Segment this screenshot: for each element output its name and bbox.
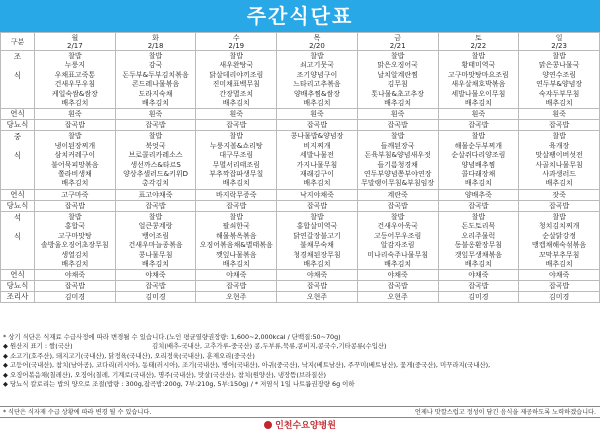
lunch-diabetic-cell: 잡곡밥 bbox=[196, 200, 277, 211]
day-header bbox=[438, 33, 519, 51]
header-row bbox=[1, 33, 600, 51]
dinner-cell bbox=[35, 211, 116, 269]
menu-item: 누룽지 bbox=[64, 61, 85, 70]
cook-cell: 오현주 bbox=[196, 292, 277, 303]
menu-item: 찰밥 bbox=[390, 132, 405, 141]
menu-item: 느타리고추볶음 bbox=[293, 80, 341, 89]
menu-item: 냉이된장찌개 bbox=[54, 141, 96, 150]
menu-item: 오징어볶음채&별태볶음 bbox=[199, 241, 273, 250]
date: 2/18 bbox=[147, 41, 164, 50]
menu-item: 총각김치 bbox=[142, 179, 170, 188]
dinner-soft-cell: 야채죽 bbox=[115, 270, 196, 281]
lunch-diabetic-cell: 잡곡밥 bbox=[438, 200, 519, 211]
lunch-soft-cell: 바지락무증죽 bbox=[196, 189, 277, 200]
menu-item: 배추김치 bbox=[545, 179, 573, 188]
breakfast-cell bbox=[35, 51, 116, 109]
menu-item: 배추김치 bbox=[303, 179, 331, 188]
menu-item: 비지찌개 bbox=[303, 141, 331, 150]
menu-item: 조기양념구이 bbox=[296, 70, 338, 79]
menu-item: 청경채된장무침 bbox=[293, 250, 341, 259]
day-header bbox=[277, 33, 358, 51]
menu-item: 동불옹환장무침 bbox=[454, 241, 503, 250]
dinner-soft-row bbox=[1, 270, 600, 281]
lunch-diabetic-cell: 잡곡밥 bbox=[115, 200, 196, 211]
menu-item: 무멸서리태조림 bbox=[212, 160, 260, 169]
breakfast-soft-cell: 흰죽 bbox=[115, 109, 196, 120]
menu-item: 찰밥 bbox=[68, 132, 82, 141]
menu-item: 김무침 bbox=[387, 80, 408, 89]
lunch-diabetic-cell: 잡곡밥 bbox=[519, 200, 600, 211]
day-header bbox=[196, 33, 277, 51]
breakfast-row bbox=[1, 51, 600, 109]
menu-item: 순살닭강정 bbox=[542, 231, 577, 240]
date: 2/22 bbox=[470, 41, 487, 50]
lunch-label: 중 식 bbox=[1, 131, 35, 189]
menu-item: 진미채표백무침 bbox=[212, 80, 260, 89]
menu-item: 홍합국 bbox=[64, 222, 85, 231]
menu-item: 건새우무우침 bbox=[54, 80, 96, 89]
menu-item: 돈육부침&양념새우젓 bbox=[364, 151, 431, 160]
breakfast-soft-cell: 흰죽 bbox=[357, 109, 438, 120]
dinner-row bbox=[1, 211, 600, 269]
menu-item: 찰밥 bbox=[310, 52, 324, 60]
cook-row bbox=[1, 292, 600, 303]
menu-item: 꼬막부추무침 bbox=[538, 250, 580, 259]
menu-item: 숙쟈두부무침 bbox=[538, 89, 580, 98]
menu-item: 닭연갈장불고기 bbox=[293, 231, 341, 240]
menu-item: 찰밥 bbox=[148, 52, 163, 60]
menu-item: 청치김치찌개 bbox=[538, 222, 580, 231]
date: 2/21 bbox=[389, 41, 406, 50]
menu-item: 팔쇠한국 bbox=[222, 222, 250, 231]
menu-item: 세발나물오이무침 bbox=[451, 89, 506, 98]
lunch-cell bbox=[519, 131, 600, 189]
breakfast-soft-label: 연식 bbox=[1, 109, 35, 120]
dinner-cell bbox=[357, 211, 438, 269]
menu-item: 찰밥 bbox=[390, 212, 405, 221]
menu-item: 고구마맛탕 bbox=[57, 231, 92, 240]
dinner-soft-cell: 야채죽 bbox=[438, 270, 519, 281]
menu-item: 배추김치 bbox=[222, 259, 250, 268]
menu-item: 순살쥐다리양조림 bbox=[451, 151, 506, 160]
breakfast-diabetic-cell: 잡곡밥 bbox=[519, 120, 600, 131]
menu-item: 황태미역국 bbox=[461, 61, 496, 70]
bottom-bar bbox=[0, 406, 600, 418]
menu-item: 배추김치 bbox=[545, 99, 573, 108]
menu-item: 찰밥 bbox=[552, 52, 566, 60]
menu-item: 찰밥 bbox=[310, 212, 324, 221]
lunch-soft-cell: 표고야채죽 bbox=[115, 189, 196, 200]
dinner-label: 석 식 bbox=[1, 211, 35, 269]
breakfast-label: 조 식 bbox=[1, 51, 35, 109]
weekday: 금 bbox=[394, 33, 402, 42]
menu-item: 쇠고기뭇국 bbox=[300, 61, 334, 70]
dinner-diabetic-cell: 잡곡밥 bbox=[357, 281, 438, 292]
cook-cell: 김미경 bbox=[438, 292, 519, 303]
cook-cell: 오현주 bbox=[357, 292, 438, 303]
menu-item: 양배추찜&쌈장 bbox=[293, 89, 340, 98]
menu-item: 양연수조림 bbox=[542, 70, 577, 79]
menu-item: 배추김치 bbox=[61, 179, 89, 188]
breakfast-cell bbox=[357, 51, 438, 109]
dinner-diabetic-cell: 잡곡밥 bbox=[438, 281, 519, 292]
menu-item: 감국 bbox=[148, 61, 163, 70]
menu-item: 양념배추찜 bbox=[461, 160, 496, 169]
weekday: 월 bbox=[71, 33, 79, 42]
menu-item: 배추김치 bbox=[303, 99, 331, 108]
dinner-diabetic-cell: 잡곡밥 bbox=[35, 281, 116, 292]
lunch-soft-cell: 고구마죽 bbox=[35, 189, 116, 200]
day-header bbox=[519, 33, 600, 51]
menu-item: 톳나물&초고추장 bbox=[371, 89, 425, 98]
breakfast-soft-cell: 흰죽 bbox=[196, 109, 277, 120]
weekday: 화 bbox=[152, 33, 159, 42]
menu-item: 해물순두부찌개 bbox=[454, 141, 503, 150]
dinner-diabetic-label: 당뇨식 bbox=[1, 281, 35, 292]
menu-item: 고구마맛탕마요조림 bbox=[447, 70, 509, 79]
menu-item: 배추김치 bbox=[61, 99, 89, 108]
menu-item: 맹캡채해숙섞볶음 bbox=[532, 241, 587, 250]
day-header bbox=[357, 33, 438, 51]
menu-item: 연두부양념쫑부야연장 bbox=[363, 170, 432, 179]
lunch-soft-row bbox=[1, 189, 600, 200]
day-header bbox=[35, 33, 116, 51]
lunch-soft-cell: 잣죽 bbox=[519, 189, 600, 200]
menu-item: 배추김치 bbox=[222, 99, 250, 108]
menu-item: 생열김치 bbox=[61, 250, 89, 259]
weekly-menu-table bbox=[0, 32, 600, 303]
breakfast-soft-cell: 흰죽 bbox=[438, 109, 519, 120]
menu-item: 배추김치 bbox=[222, 179, 250, 188]
menu-item: 부추깍잡파생무칠 bbox=[209, 170, 264, 179]
breakfast-diabetic-cell: 잡곡밥 bbox=[438, 120, 519, 131]
menu-item: 돈도토리묵 bbox=[461, 222, 496, 231]
menu-item: 찰밥 bbox=[471, 132, 486, 141]
dinner-diabetic-row bbox=[1, 281, 600, 292]
menu-item: 콩나물밥&양념장 bbox=[290, 132, 344, 141]
lunch-diabetic-row bbox=[1, 200, 600, 211]
menu-item: 해물볶옥볶음 bbox=[215, 231, 257, 240]
breakfast-diabetic-row bbox=[1, 120, 600, 131]
date: 2/20 bbox=[309, 41, 325, 50]
menu-item: 콩나물무침 bbox=[138, 250, 173, 259]
note-line: ◆ 당뇨식 칼로리는 밥의 양으로 조절(밥량 : 300g,잡곡밥:200g, 7부:210g, 5부:150g) / * 저염식 1일 나트륨권장량 6g 이하 bbox=[3, 379, 355, 388]
menu-item: 찰밥 bbox=[68, 52, 82, 60]
lunch-soft-cell: 양배추죽 bbox=[438, 189, 519, 200]
menu-item: 돈두부&두부김치볶음 bbox=[122, 70, 189, 79]
breakfast-diabetic-cell: 잡곡밥 bbox=[277, 120, 358, 131]
breakfast-soft-cell: 흰죽 bbox=[519, 109, 600, 120]
menu-item: 오리주물럭 bbox=[461, 231, 496, 240]
menu-item: 케일숙쌈&쌈장 bbox=[51, 89, 98, 98]
lunch-cell bbox=[35, 131, 116, 189]
lunch-soft-label: 연식 bbox=[1, 189, 35, 200]
menu-item: 배추김치 bbox=[545, 259, 573, 268]
menu-item: 찰밥 bbox=[68, 212, 82, 221]
menu-item: 배추김치 bbox=[303, 259, 331, 268]
breakfast-diabetic-cell: 잡곡밥 bbox=[35, 120, 116, 131]
breakfast-soft-cell: 흰죽 bbox=[35, 109, 116, 120]
lunch-cell bbox=[277, 131, 358, 189]
hospital-logo-icon bbox=[264, 421, 272, 429]
menu-item: 콘드레나물볶음 bbox=[131, 80, 180, 89]
menu-item: 얼큰콩계랑 bbox=[138, 222, 173, 231]
menu-item: 깻잎나물볶음 bbox=[215, 250, 257, 259]
dinner-diabetic-cell: 잡곡밥 bbox=[196, 281, 277, 292]
menu-item: 고등어무우조림 bbox=[373, 231, 422, 240]
date: 2/23 bbox=[551, 41, 567, 50]
menu-item: 쫄라비생채 bbox=[57, 170, 92, 179]
menu-item: 도라지숙채 bbox=[138, 89, 173, 98]
menu-item: 알감자조림 bbox=[380, 241, 415, 250]
menu-item: 대구무조림 bbox=[219, 151, 254, 160]
dinner-soft-cell: 야채죽 bbox=[277, 270, 358, 281]
menu-item: 배추김치 bbox=[464, 259, 492, 268]
breakfast-cell bbox=[277, 51, 358, 109]
dinner-diabetic-cell: 잡곡밥 bbox=[519, 281, 600, 292]
menu-item: 갯잎무생채볶음 bbox=[454, 250, 503, 259]
breakfast-diabetic-cell: 잡곡밥 bbox=[115, 120, 196, 131]
menu-item: 무말랭이무침&부침임장 bbox=[361, 179, 435, 188]
note-line: ◆ 고등어(국내산), 참치(남아공), 코다리(러시아), 동태(러시아), 조기(국내산), 병어(국내산), 아귀(중국산), 낙지(베트남산), 주꾸미(베트남산), 꽃게(중국산), 미꾸라지(국내산), bbox=[3, 361, 491, 370]
note-line: ◆ 오징어볶음채(칠레산), 오징어(칠레, 기계로(국내산), 명주(국내산), 맛살(국산산), 참치(원양산), 냉장뜸(브라질산) bbox=[3, 370, 327, 379]
menu-item: 우채표고죽통 bbox=[54, 70, 96, 79]
menu-item: 찰밥 bbox=[148, 212, 163, 221]
weekday: 토 bbox=[474, 33, 482, 42]
menu-item: 가지나물무침 bbox=[296, 160, 338, 169]
menu-item: 맑은콩나물국 bbox=[538, 61, 580, 70]
cook-cell: 김미경 bbox=[35, 292, 116, 303]
menu-item: 미나리숙주나물무침 bbox=[367, 250, 429, 259]
breakfast-soft-cell: 흰죽 bbox=[277, 109, 358, 120]
dinner-cell bbox=[519, 211, 600, 269]
lunch-diabetic-label: 당뇨식 bbox=[1, 200, 35, 211]
menu-item: 찰밥 bbox=[390, 52, 405, 60]
menu-item: 찰밥 bbox=[229, 132, 244, 141]
menu-item: 뱅어조림 bbox=[142, 231, 170, 240]
note-line: * 상기 식단은 식재료 수급사정에 따라 변경될 수 있습니다.(노인 평균열량권장량: 1,600~2,000kcal / 단백질:50~70g) bbox=[3, 333, 341, 341]
dinner-soft-cell: 야채죽 bbox=[35, 270, 116, 281]
menu-item: 찰밥 bbox=[552, 132, 566, 141]
menu-item: 배추김치 bbox=[142, 99, 170, 108]
breakfast-diabetic-label: 당뇨식 bbox=[1, 120, 35, 131]
lunch-cell bbox=[357, 131, 438, 189]
menu-item: 삼치커레구이 bbox=[54, 151, 96, 160]
menu-item: 맑은오징어국 bbox=[377, 61, 418, 70]
dinner-soft-cell: 야채죽 bbox=[357, 270, 438, 281]
note-line: ◆ 소고기(호주산), 돼지고기(국내산), 닭정육(국내산), 오리정육(국내산), 훈제오리(중국산) bbox=[3, 351, 255, 360]
lunch-cell bbox=[438, 131, 519, 189]
menu-item: 찰밥 bbox=[229, 52, 244, 60]
dinner-diabetic-cell: 잡곡밥 bbox=[115, 281, 196, 292]
weekday: 수 bbox=[232, 33, 240, 42]
dinner-soft-cell: 야채죽 bbox=[519, 270, 600, 281]
menu-item: 사과생러드 bbox=[542, 170, 577, 179]
lunch-row bbox=[1, 131, 600, 189]
menu-item: 세발나물전 bbox=[300, 151, 334, 160]
corner-label: 구분 bbox=[1, 33, 35, 51]
menu-item: 브로콜리카레소스 bbox=[128, 151, 183, 160]
lunch-soft-cell: 낙지야채죽 bbox=[277, 189, 358, 200]
menu-item: 배추김치 bbox=[384, 99, 412, 108]
breakfast-cell bbox=[438, 51, 519, 109]
breakfast-soft-row bbox=[1, 109, 600, 120]
dinner-cell bbox=[196, 211, 277, 269]
menu-item: 새우완탕국 bbox=[219, 61, 254, 70]
menu-item: 재래김구이 bbox=[300, 170, 334, 179]
menu-item: 새우살채호박볶음 bbox=[451, 80, 506, 89]
cook-cell: 김미경 bbox=[115, 292, 196, 303]
date: 2/19 bbox=[228, 41, 245, 50]
note-line: ◆ 원산지 표기 : 쌀(국산) 김치(배추-국내산, 고추가루-중국산) 콩,두부류,묵류,콩비지,콩국수,기타콩류(수입산) bbox=[3, 342, 387, 351]
notes-section bbox=[0, 333, 600, 389]
breakfast-cell bbox=[519, 51, 600, 109]
promise-text: 언제나 맛깔스럽고 정성이 담긴 음식을 제공하도록 노력하겠습니다. bbox=[414, 409, 596, 416]
dinner-soft-cell: 야채죽 bbox=[196, 270, 277, 281]
menu-item: 육개장 bbox=[548, 141, 570, 150]
menu-item: 북엇국 bbox=[145, 141, 166, 150]
menu-item: 사골치나물무침 bbox=[535, 160, 583, 169]
menu-item: 건새우마늘종볶음 bbox=[128, 241, 183, 250]
breakfast-diabetic-cell: 잡곡밥 bbox=[196, 120, 277, 131]
menu-item: 솔방울오징어초장무침 bbox=[41, 241, 109, 250]
lunch-soft-cell: 계란죽 bbox=[357, 189, 438, 200]
page-title: 주간식단표 bbox=[0, 0, 600, 32]
menu-item: 찰밥 bbox=[552, 212, 566, 221]
menu-item: 배추김치 bbox=[464, 179, 492, 188]
dinner-soft-label: 연식 bbox=[1, 270, 35, 281]
menu-item: 생선까스&타르S bbox=[130, 160, 181, 169]
menu-item: 들기름청경채 bbox=[377, 160, 418, 169]
lunch-diabetic-cell: 잡곡밥 bbox=[35, 200, 116, 211]
menu-item: 배추김치 bbox=[61, 259, 89, 268]
menu-item: 배추김치 bbox=[384, 259, 412, 268]
menu-item: 건새우아욱국 bbox=[377, 222, 418, 231]
menu-item: 홍합살미역국 bbox=[296, 222, 338, 231]
lunch-diabetic-cell: 잡곡밥 bbox=[277, 200, 358, 211]
menu-item: 날치알계란찜 bbox=[377, 70, 418, 79]
menu-item: 찰밥 bbox=[471, 52, 486, 60]
breakfast-diabetic-cell: 잡곡밥 bbox=[357, 120, 438, 131]
menu-item: 찰밥 bbox=[229, 212, 244, 221]
menu-item: 누룽지볼&쇼리탕 bbox=[209, 141, 263, 150]
lunch-diabetic-cell: 잡곡밥 bbox=[357, 200, 438, 211]
menu-item: 불어묵피망볶음 bbox=[51, 160, 99, 169]
menu-item: 찰밥 bbox=[148, 132, 163, 141]
weekday: 일 bbox=[555, 33, 563, 42]
hospital-name: 인천수요양병원 bbox=[275, 421, 336, 431]
cook-cell: 오현주 bbox=[277, 292, 358, 303]
menu-item: 닭살데리야끼조림 bbox=[209, 70, 264, 79]
disclaimer-text: * 식단은 식자재 수급 상황에 따라 변경 될 수 있습니다. bbox=[3, 409, 152, 416]
date: 2/17 bbox=[66, 41, 83, 50]
menu-item: 들깨된장국 bbox=[380, 141, 415, 150]
dinner-diabetic-cell: 잡곡밥 bbox=[277, 281, 358, 292]
hospital-logo bbox=[0, 419, 600, 434]
menu-item: 연두부&양념장 bbox=[536, 80, 583, 89]
menu-item: 배추김치 bbox=[464, 99, 492, 108]
breakfast-cell bbox=[196, 51, 277, 109]
weekday: 목 bbox=[313, 33, 321, 42]
breakfast-cell bbox=[115, 51, 196, 109]
dinner-cell bbox=[277, 211, 358, 269]
day-header bbox=[115, 33, 196, 51]
menu-item: 간장멸조치 bbox=[219, 89, 254, 98]
cook-label: 조리사 bbox=[1, 292, 35, 303]
lunch-cell bbox=[115, 131, 196, 189]
menu-item: 찰밥 bbox=[471, 212, 486, 221]
dinner-cell bbox=[438, 211, 519, 269]
menu-item: 양상추샐러드&키위D bbox=[123, 170, 189, 179]
menu-item: 배추김치 bbox=[142, 259, 170, 268]
cook-cell: 김미경 bbox=[519, 292, 600, 303]
menu-item: 맛살팽이버섯전 bbox=[535, 151, 583, 160]
menu-item: 콜다래장채 bbox=[461, 170, 496, 179]
dinner-cell bbox=[115, 211, 196, 269]
lunch-cell bbox=[196, 131, 277, 189]
menu-item: 불채무숙채 bbox=[300, 241, 334, 250]
